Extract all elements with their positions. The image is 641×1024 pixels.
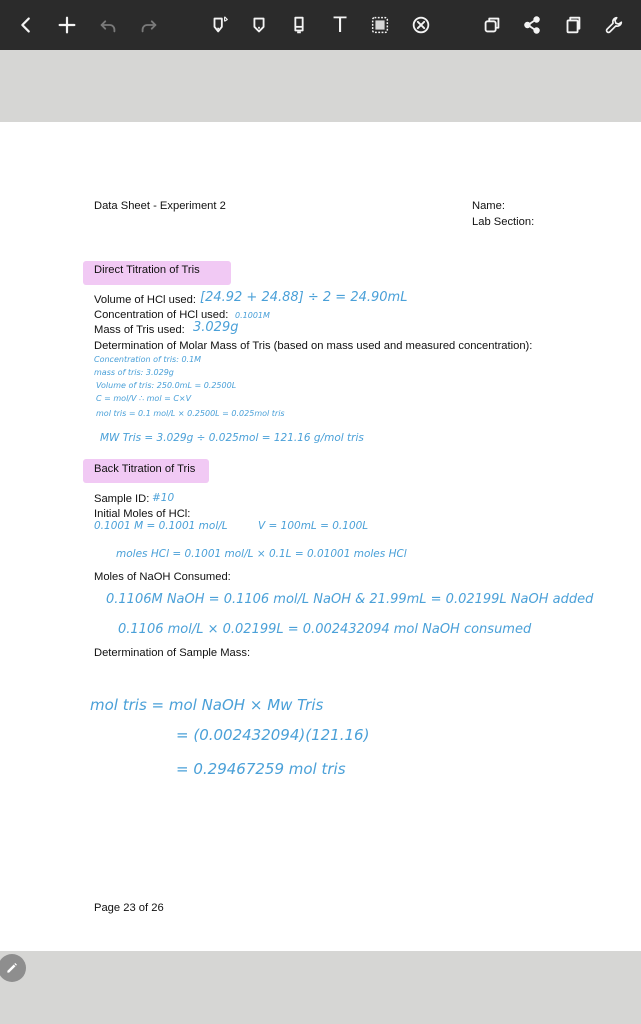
ink-line-mw: MW Tris = 3.029g ÷ 0.025mol = 121.16 g/mol tris [100, 432, 364, 444]
sample-id-label: Sample ID: [94, 493, 150, 505]
redo-icon[interactable] [131, 7, 167, 43]
plus-icon[interactable] [49, 7, 85, 43]
molar-mass-label: Determination of Molar Mass of Tris (based on mass used and measured concentration): [94, 340, 533, 352]
shape-disabled-icon[interactable] [403, 7, 439, 43]
eraser-icon[interactable] [281, 7, 317, 43]
ink-initial-a: 0.1001 M = 0.1001 mol/L [94, 520, 228, 532]
undo-icon[interactable] [90, 7, 126, 43]
highlighter-icon[interactable] [241, 7, 277, 43]
ink-mass-a: mol tris = mol NaOH × Mw Tris [90, 696, 324, 714]
ink-line-vol: Volume of tris: 250.0mL = 0.2500L [96, 381, 237, 390]
ink-conc-hcl: 0.1001M [235, 311, 270, 320]
vol-hcl-label: Volume of HCl used: [94, 294, 196, 306]
page-footer: Page 23 of 26 [94, 902, 164, 914]
document-page[interactable] [0, 122, 641, 951]
share-icon[interactable] [514, 7, 550, 43]
section-back-titration: Back Titration of Tris [94, 463, 196, 475]
ink-initial-b: V = 100mL = 0.100L [258, 520, 369, 532]
ink-mass-b: = (0.002432094)(121.16) [176, 726, 370, 744]
pen-bluetooth-icon[interactable] [202, 7, 238, 43]
page-copy-icon[interactable] [555, 7, 591, 43]
lasso-select-icon[interactable] [362, 7, 398, 43]
wrench-icon[interactable] [596, 7, 632, 43]
ink-line-conc: Concentration of tris: 0.1M [94, 355, 202, 364]
text-tool-icon[interactable]: T [333, 12, 347, 37]
ink-line-mol: mol tris = 0.1 mol/L × 0.2500L = 0.025mol tris [96, 409, 285, 418]
naoh-consumed-label: Moles of NaOH Consumed: [94, 571, 231, 583]
canvas-margin-top [0, 50, 641, 122]
ink-naoh-b: 0.1106 mol/L × 0.02199L = 0.002432094 mol NaOH consumed [118, 622, 532, 637]
ink-mass-c: = 0.29467259 mol tris [176, 760, 346, 778]
ink-naoh-a: 0.1106M NaOH = 0.1106 mol/L NaOH & 21.99mL = 0.02199L NaOH added [106, 592, 594, 607]
canvas-margin-bottom [0, 951, 641, 1024]
lab-section-label: Lab Section: [472, 216, 535, 228]
top-toolbar [0, 0, 641, 50]
mass-tris-label: Mass of Tris used: [94, 324, 185, 336]
ink-vol-hcl: [24.92 + 24.88] ÷ 2 = 24.90mL [200, 290, 408, 305]
name-label: Name: [472, 200, 505, 212]
ink-sample-id: #10 [152, 492, 175, 504]
sample-mass-label: Determination of Sample Mass: [94, 647, 251, 659]
conc-hcl-label: Concentration of HCl used: [94, 309, 229, 321]
section-direct-titration: Direct Titration of Tris [94, 264, 200, 276]
ink-line-mass: mass of tris: 3.029g [94, 368, 174, 377]
ink-initial-c: moles HCl = 0.1001 mol/L × 0.1L = 0.01001 moles HCl [116, 548, 407, 560]
back-icon[interactable] [8, 7, 44, 43]
initial-moles-label: Initial Moles of HCl: [94, 508, 191, 520]
header-title: Data Sheet - Experiment 2 [94, 200, 226, 212]
ink-mass-tris: 3.029g [193, 320, 239, 335]
ink-line-c: C = mol/V ∴ mol = C×V [96, 394, 192, 403]
duplicate-icon[interactable] [474, 7, 510, 43]
